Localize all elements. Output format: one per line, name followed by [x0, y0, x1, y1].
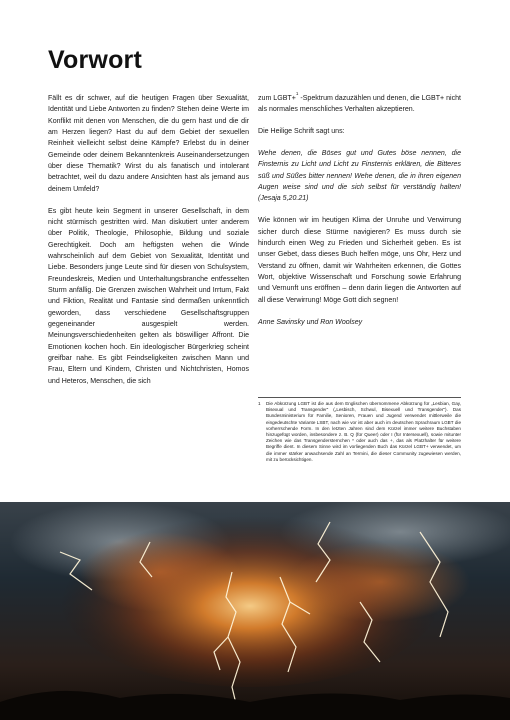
scripture-quote: Wehe denen, die Böses gut und Gutes böse nennen, die Finsternis zu Licht und Licht zu Finsternis erklären, die Bitteres süß und Süßes bitter nennen! Wehe denen, die in ihren eigenen Augen weise sind und die sich selbst für verständig halten! (Jesaja 5,20.21) — [258, 150, 461, 203]
scripture-intro: Die Heilige Schrift sagt uns: — [258, 128, 345, 136]
continuation-paragraph — [258, 93, 461, 116]
closing-paragraph: Wie können wir im heutigen Klima der Unruhe und Verwirrung sicher durch diese Stürme navigieren? Es muss durch sie hindurch einen Weg zu Frieden und Sicherheit geben. Es ist unser Gebet, dass dieses Buch helfen möge, uns Ohr, Herz und Verstand zu öffnen, damit wir Wahrheiten erkennen, die Gottes Wort, objektive Wissenschaft und Forschung sowie Erfahrung und Vernunft uns eröffnen – denn darin liegen die Antworten auf all diese Verwirrung! Möge Gott dich segnen! — [258, 217, 461, 304]
paragraph: Es gibt heute kein Segment in unserer Gesellschaft, in dem nicht stürmisch gestritten wird. Man diskutiert unter anderem über Politik, Theologie, Philosophie, Bildung und soziale Gerechtigkeit. Doch am heftigsten wehen die Winde wahrscheinlich auf dem Gebiet von Sexualität, Identität und Liebe. Besonders junge Leute sind für diesen von Schulsystem, Freundeskreis, Medien und Unterhaltungsbranche entfesselten Sturm anfällig. Die Grenzen zwischen Wahrheit und Irrtum, Fakt und Fiktion, Realität und Fantasie sind dermaßen unkenntlich geworden, dass verschiedene Gesellschaftsgruppen gegeneinander ausgespielt werden. Meinungsverschiedenheiten gelten als böswilliger Affront. Die Emotionen kochen hoch. Ein ideologischer Bürgerkrieg scheint greifbar nahe. Es gibt Feindseligkeiten zwischen Mann und Frau, Eltern und Kindern, Christen und Nichtchristen, Homos und Heteros, Menschen, die sich — [48, 207, 249, 385]
footnote-text: Die Abkürzung LGBT ist die aus dem Englischen übernommene Abkürzung für „Lesbian, Gay, Bisexual und Transgender“ („Lesbisch, Schwul, Bisexuell und Transgender“). Das Bundesministerium für Familie, Senioren, Frauen und Jugend verwendet mittlerweile die eingedeutschte Variante LSBT, nach wie vor ist aber auch im deutschen Sprachraum LGBT die vorherrschende Form. In den letzten Jahren sind dem Kürzel immer weitere Buchstaben hinzugefügt worden, insbesondere z. B. Q (für Queer) oder I (für Intersexuell), sowie mitunter Zeichen wie das Transgendersternchen * oder auch das +, das als Platzhalter für weitere Begriffe dient. In diesem Sinne wird im vorliegenden Buch das Kürzel LGBT+ verwendet, um die immer stärker anwachsende Zahl an Termini, die dieser Community zugewiesen werden, mit zu berücksichtigen. — [266, 401, 461, 462]
continuation-text: zum LGBT+ — [258, 95, 296, 102]
footnote — [258, 397, 461, 463]
footnote-number: 1 — [258, 401, 261, 406]
paragraph: Fällt es dir schwer, auf die heutigen Fragen über Sexualität, Identität und Liebe Antworten zu finden? Stehen deine Werte im Konflikt mit denen von Menschen, die du gern hast und die dir am Herzen liegen? Hast du auf dem Gebiet der sexuellen Reinheit vielleicht selbst deine Kämpfe? Erlebst du in deiner Gemeinde oder deinem Bekanntenkreis Auseinandersetzungen über diese Thematik? Wirst du als fanatisch und intolerant betrachtet, weil du dazu andere Ansichten hast als jemand aus deinem Umfeld? — [48, 95, 249, 193]
author-signature: Anne Savinsky und Ron Woolsey — [258, 318, 363, 326]
footnote-reference: 1 — [295, 91, 299, 96]
page-title: Vorwort — [48, 46, 142, 74]
right-column — [258, 93, 461, 338]
left-column — [48, 93, 249, 398]
footnote-divider — [258, 397, 461, 398]
continuation-text-end: -Spektrum dazuzählen und denen, die LGBT+ nicht als normales menschliches Verhalten akzeptieren. — [258, 95, 462, 114]
storm-lightning-image — [0, 502, 510, 720]
